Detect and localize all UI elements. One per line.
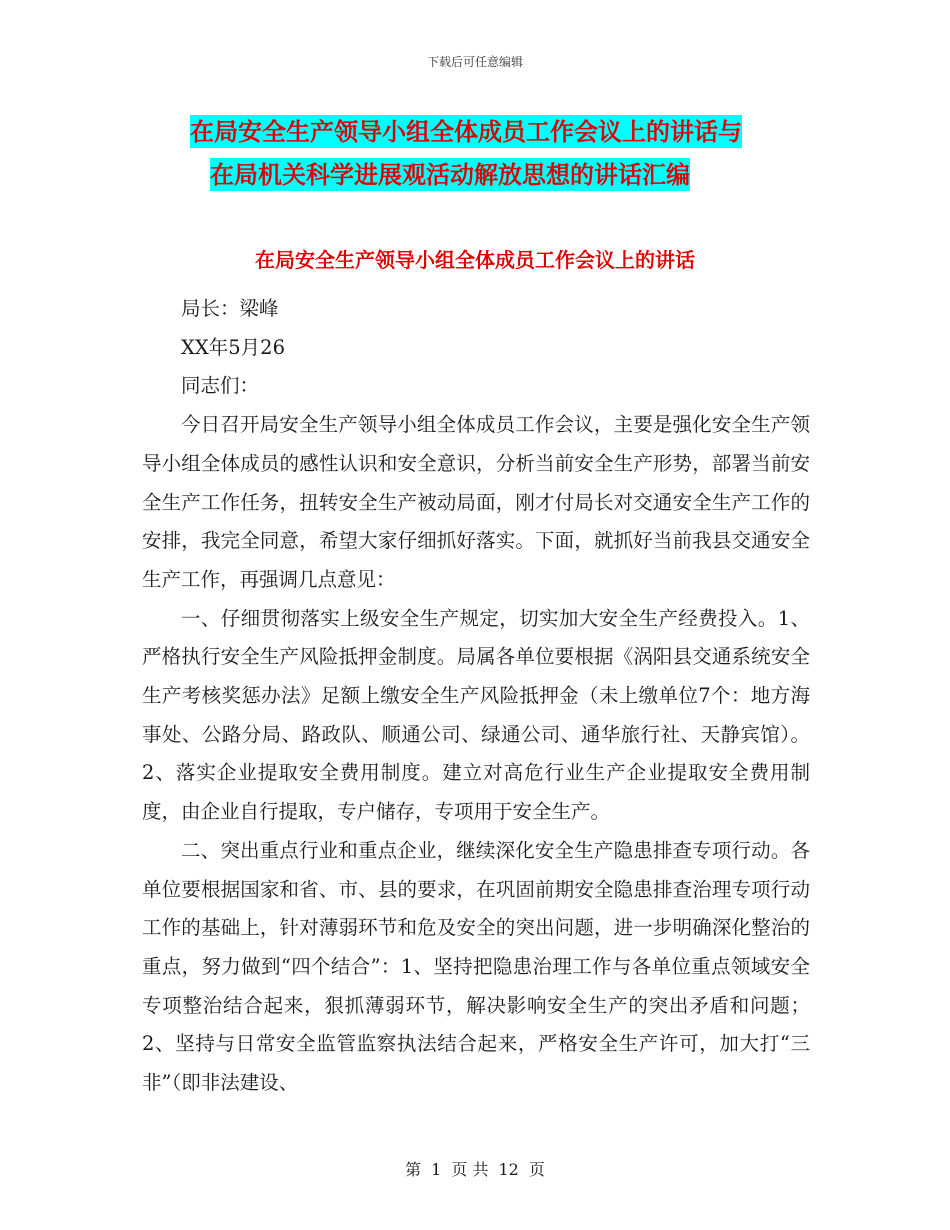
body-paragraph: 一、仔细贯彻落实上级安全生产规定，切实加大安全生产经费投入。1、严格执行安全生产风险抵押金制度。局属各单位要根据《涡阳县交通系统安全生产考核奖惩办法》足额上缴安全生产风险抵押金（未上缴单位7个：地方海事处、公路分局、路政队、顺通公司、绿通公司、通华旅行社、天静宾馆）。2、落实企业提取安全费用制度。建立对高危行业生产企业提取安全费用制度，由企业自行提取，专户储存，专项用于安全生产。 <box>142 606 810 824</box>
salutation: 同志们： <box>181 374 260 398</box>
title-line-1: 在局安全生产领导小组全体成员工作会议上的讲话与 <box>190 117 742 146</box>
page-header-note: 下载后可任意编辑 <box>426 55 523 69</box>
section-title: 在局安全生产领导小组全体成员工作会议上的讲话 <box>255 248 695 272</box>
body-paragraph: 二、突出重点行业和重点企业，继续深化安全生产隐患排查专项行动。各单位要根据国家和省、市、县的要求，在巩固前期安全隐患排查治理专项行动工作的基础上，针对薄弱环节和危及安全的突出问题，进一步明确深化整治的重点，努力做到“四个结合”：1、坚持把隐患治理工作与各单位重点领域安全专项整治结合起来，狠抓薄弱环节，解决影响安全生产的突出矛盾和问题；2、坚持与日常安全监管监察执法结合起来，严格安全生产许可，加大打“三非”（即非法建设、 <box>142 838 810 1095</box>
page-footer <box>0 1157 950 1180</box>
title-line-2: 在局机关科学进展观活动解放思想的讲话汇编 <box>210 160 690 189</box>
total-page-count: 12 <box>498 1160 519 1179</box>
document-title <box>190 110 810 196</box>
date-line: XX年5月26 <box>181 335 285 359</box>
footer-prefix: 第 <box>405 1160 422 1179</box>
speaker-line: 局长：梁峰 <box>181 297 279 320</box>
footer-middle: 页 共 <box>451 1160 489 1179</box>
footer-suffix: 页 <box>528 1160 545 1179</box>
document-body <box>142 290 810 1103</box>
current-page-number: 1 <box>431 1160 442 1179</box>
body-paragraph: 今日召开局安全生产领导小组全体成员工作会议，主要是强化安全生产领导小组全体成员的感性认识和安全意识，分析当前安全生产形势，部署当前安全生产工作任务，扭转安全生产被动局面，刚才付局长对交通安全生产工作的安排，我完全同意，希望大家仔细抓好落实。下面，就抓好当前我县交通安全生产工作，再强调几点意见： <box>142 413 810 591</box>
